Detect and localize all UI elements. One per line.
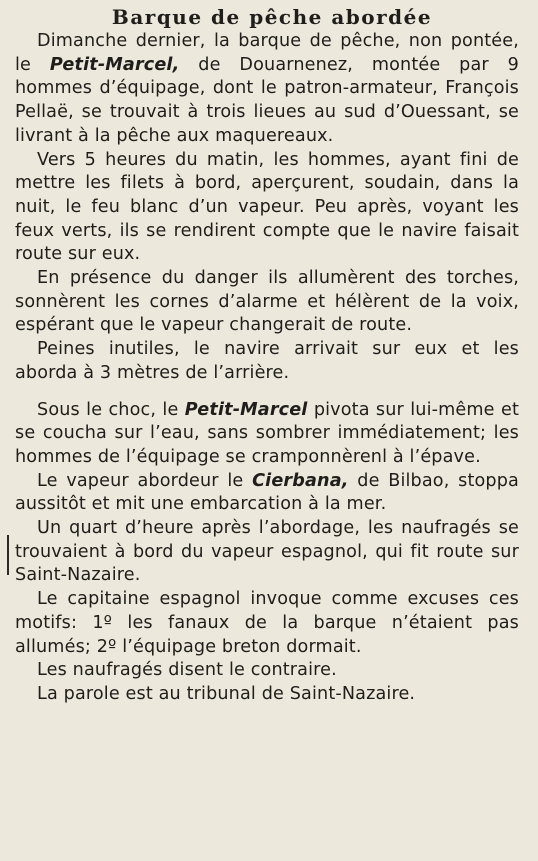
paragraph-1-before: Dimanche dernier, la barque de pêche, non pontée, le	[15, 31, 519, 75]
paragraph-5	[15, 399, 519, 470]
paragraph-10: La parole est au tribunal de Saint-Nazaire.	[37, 683, 416, 704]
paragraph-3: En présence du danger ils allumèrent des torches, sonnèrent les cornes d’alarme et hélèrent de la voix, espérant que le vapeur changerait de route.	[15, 268, 519, 336]
paragraph-6-before: Le vapeur abordeur le	[37, 470, 253, 491]
boat-name-petit-marcel: Petit-Marcel,	[49, 54, 180, 75]
paragraph-4: Peines inutiles, le navire arrivait sur eux et les aborda à 3 mètres de l’arrière.	[15, 339, 519, 383]
paragraph-1	[15, 30, 519, 149]
ship-name-cierbana: Cierbana,	[252, 470, 349, 491]
paragraph-6	[15, 470, 519, 517]
paragraph-1-after: de Douarnenez, montée par 9 hommes d’équipage, dont le patron-armateur, François Pellaë, se trouvait à trois lieues au sud d’Ouessant, se livrant à la pêche aux maquereaux.	[15, 54, 519, 146]
boat-name-petit-marcel-2: Petit-Marcel	[184, 399, 308, 420]
paragraph-5-after: pivota sur lui-même et se coucha sur l’eau, sans sombrer immédiatement; les hommes de l’équipage se cramponnèrenl à l’épave.	[15, 399, 519, 467]
paragraph-2: Vers 5 heures du matin, les hommes, ayant fini de mettre les filets à bord, aperçurent, soudain, dans la nuit, le feu blanc d’un vapeur. Peu après, voyant les feux verts, ils se rendirent compte que le navire faisait route sur eux.	[15, 149, 519, 265]
paragraph-5-before: Sous le choc, le	[37, 399, 185, 420]
paragraph-9: Les naufragés disent le contraire.	[37, 660, 337, 681]
headline: Barque de pêche abordée	[111, 5, 433, 29]
margin-rule	[7, 535, 9, 575]
paragraph-7: Un quart d’heure après l’abordage, les naufragés se trouvaient à bord du vapeur espagnol, qui fit route sur Saint-Nazaire.	[15, 518, 519, 586]
article-body	[15, 30, 519, 707]
paragraph-6-after: de Bilbao, stoppa aussitôt et mit une embarcation à la mer.	[15, 470, 519, 515]
paragraph-8: Le capitaine espagnol invoque comme excuses ces motifs: 1º les fanaux de la barque n’étaient pas allumés; 2º l’équipage breton dormait.	[15, 589, 519, 657]
